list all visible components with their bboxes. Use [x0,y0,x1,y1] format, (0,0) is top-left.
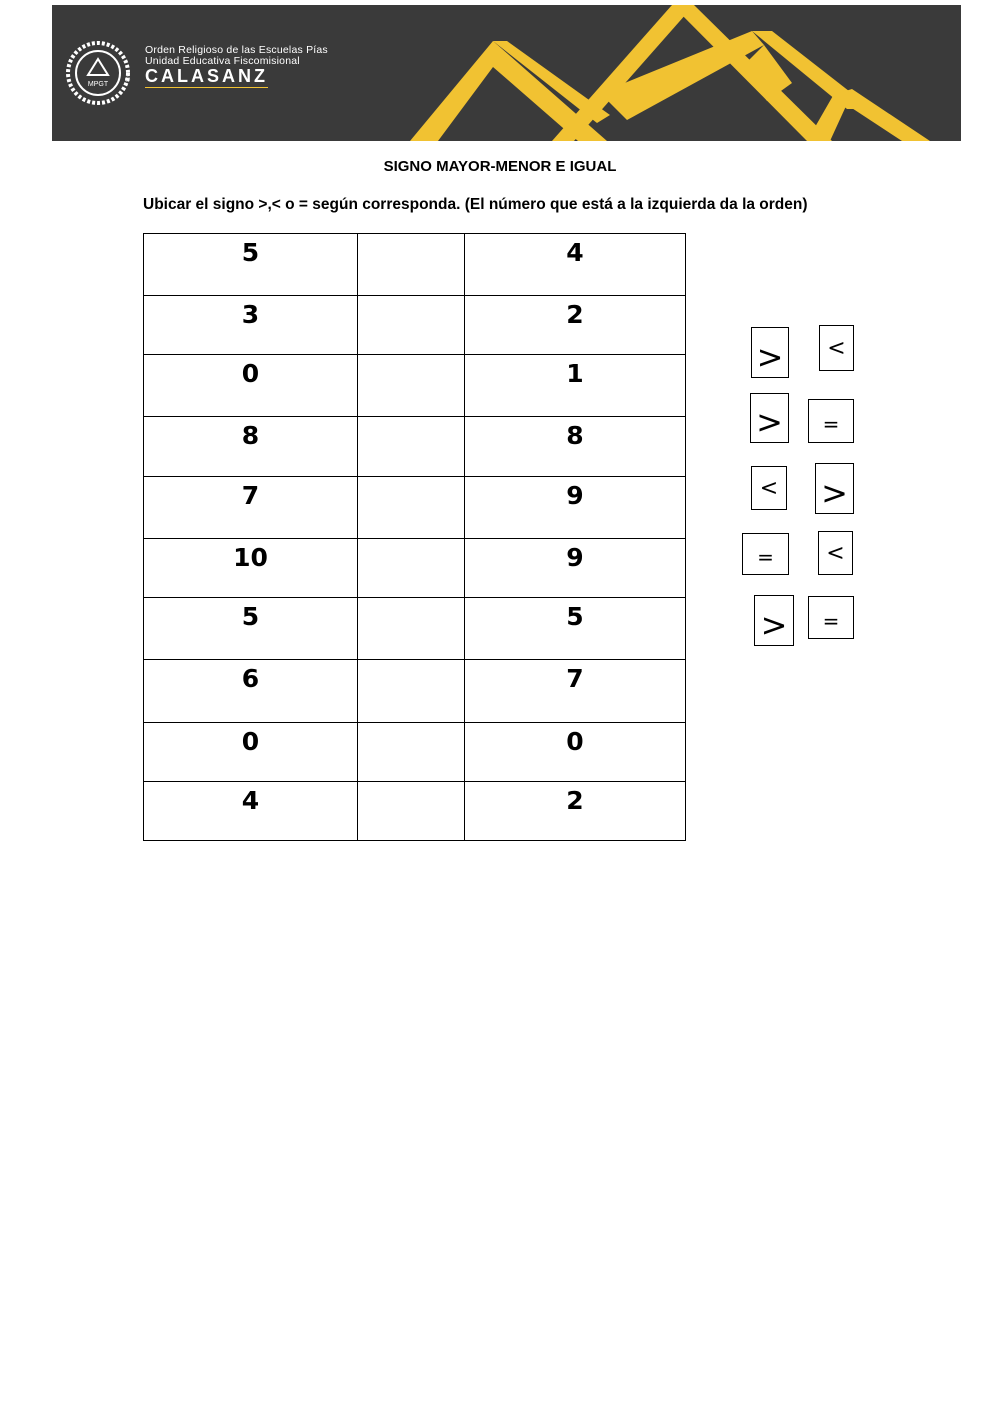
equals-card[interactable]: = [808,399,854,443]
sign-drop-slot[interactable] [358,355,465,417]
right-number-cell [465,723,686,782]
left-number-cell [144,477,358,539]
less-than-card[interactable]: < [819,325,854,371]
sign-drop-slot[interactable] [358,296,465,355]
left-number-cell-value: 7 [241,481,260,510]
right-number-cell-value: 2 [566,300,584,329]
org-line-1: Orden Religioso de las Escuelas Pías [145,44,328,56]
right-number-cell [465,296,686,355]
sign-drop-slot-value [358,234,464,238]
sign-drop-slot[interactable] [358,723,465,782]
left-number-cell-value: 6 [241,664,260,693]
right-number-cell-value: 4 [566,238,584,267]
header-banner [52,5,961,141]
right-number-cell [465,355,686,417]
table-row [144,539,686,598]
table-row [144,782,686,841]
sign-drop-slot[interactable] [358,539,465,598]
brand-name: CALASANZ [145,66,268,86]
right-number-cell [465,598,686,660]
right-number-cell [465,477,686,539]
left-number-cell [144,539,358,598]
right-number-cell-value: 0 [566,727,584,756]
sign-drop-slot[interactable] [358,660,465,723]
table-row [144,660,686,723]
left-number-cell [144,782,358,841]
registered-mark: ® [125,77,131,84]
left-number-cell-value: 0 [241,359,260,388]
left-number-cell [144,723,358,782]
equals-card[interactable]: = [742,533,789,575]
table-row [144,234,686,296]
greater-than-card[interactable]: > [750,393,789,443]
organization-name [145,45,328,88]
right-number-cell-value: 5 [566,602,584,631]
comparison-table [143,233,686,841]
sign-drop-slot-value [358,539,464,543]
left-number-cell [144,598,358,660]
worksheet-instruction: Ubicar el signo >,< o = según corresponda. (El número que está a la izquierda da la orden) [143,196,808,213]
left-number-cell-value: 8 [241,421,260,450]
equals-card[interactable]: = [808,596,854,639]
right-number-cell-value: 9 [566,543,584,572]
left-number-cell [144,417,358,477]
sign-drop-slot[interactable] [358,234,465,296]
right-number-cell-value: 8 [566,421,584,450]
right-number-cell [465,539,686,598]
right-number-cell-value: 7 [566,664,584,693]
left-number-cell [144,234,358,296]
worksheet-title: SIGNO MAYOR-MENOR E IGUAL [383,158,617,175]
left-number-cell-value: 0 [241,727,260,756]
sign-drop-slot[interactable] [358,477,465,539]
right-number-cell-value: 2 [566,786,584,815]
right-number-cell-value: 9 [566,481,584,510]
sign-drop-slot[interactable] [358,417,465,477]
less-than-card[interactable]: < [818,531,853,575]
svg-text:MPGT: MPGT [87,81,109,88]
right-number-cell [465,417,686,477]
sign-drop-slot-value [358,417,464,421]
left-number-cell-value: 4 [241,786,260,815]
sign-drop-slot[interactable] [358,782,465,841]
greater-than-card[interactable]: > [751,327,789,378]
left-number-cell [144,355,358,417]
less-than-card[interactable]: < [751,466,787,510]
left-number-cell [144,660,358,723]
table-row [144,477,686,539]
table-row [144,723,686,782]
right-number-cell [465,234,686,296]
school-seal-icon [66,41,130,105]
right-number-cell [465,782,686,841]
sign-drop-slot-value [358,477,464,481]
sign-drop-slot-value [358,296,464,300]
table-row [144,296,686,355]
table-row [144,355,686,417]
left-number-cell-value: 10 [233,543,268,572]
sign-drop-slot-value [358,598,464,602]
greater-than-card[interactable]: > [754,595,794,646]
org-line-2: Unidad Educativa Fiscomisional [145,55,300,67]
table-row [144,417,686,477]
left-number-cell-value: 5 [241,602,260,631]
left-number-cell-value: 3 [241,300,260,329]
right-number-cell-value: 1 [566,359,584,388]
sign-drop-slot-value [358,782,464,786]
right-number-cell [465,660,686,723]
table-row [144,598,686,660]
sign-drop-slot[interactable] [358,598,465,660]
sign-drop-slot-value [358,723,464,727]
sign-drop-slot-value [358,660,464,664]
greater-than-card[interactable]: > [815,463,854,514]
left-number-cell-value: 5 [241,238,260,267]
left-number-cell [144,296,358,355]
sign-drop-slot-value [358,355,464,359]
